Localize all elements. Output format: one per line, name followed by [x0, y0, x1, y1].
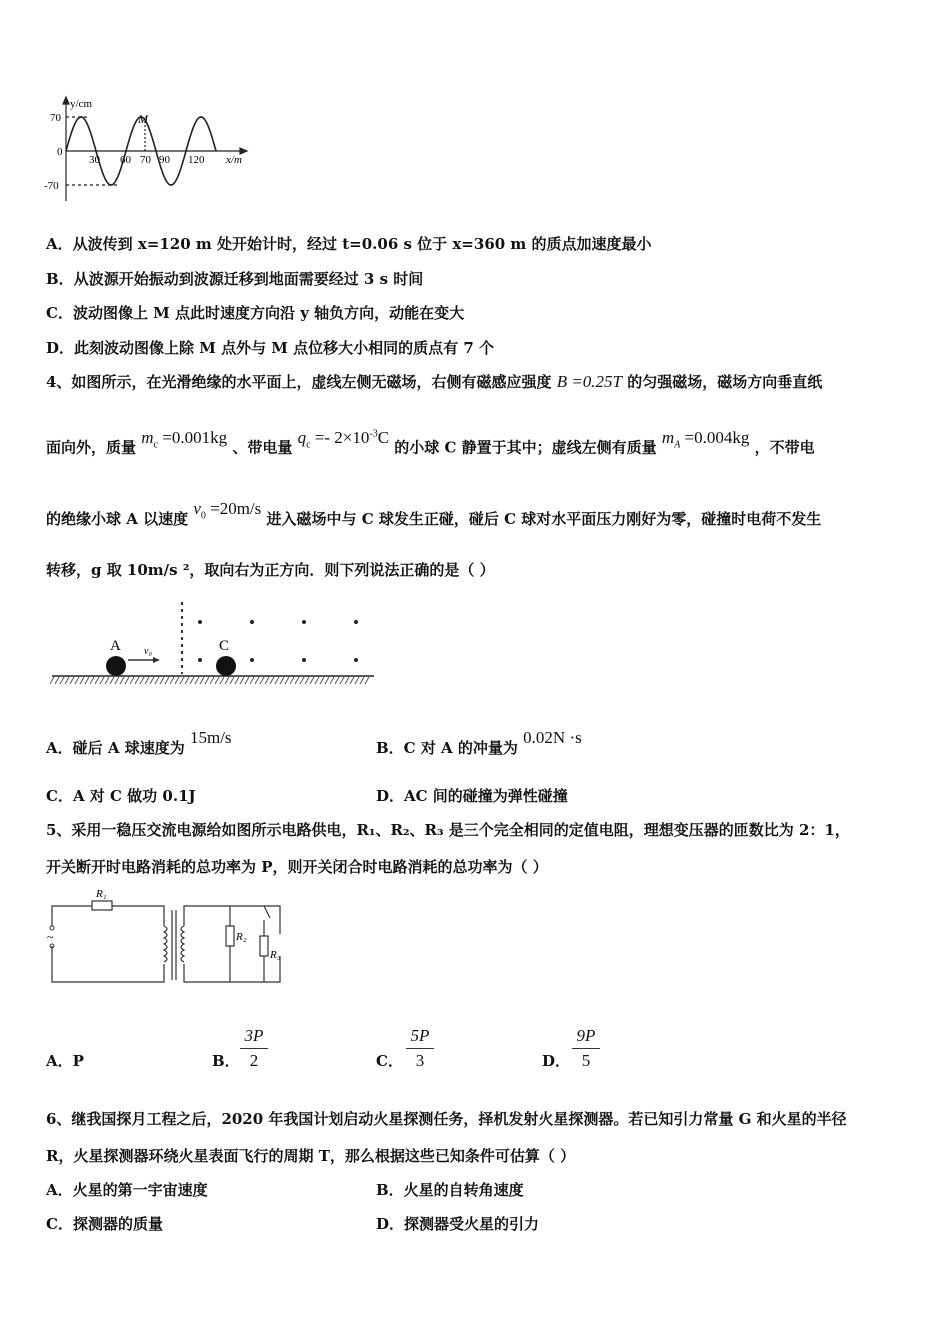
- hatch-mark: [155, 677, 159, 684]
- hatch-mark: [225, 677, 229, 684]
- q3-option-d: [46, 338, 494, 358]
- q4-text: 的小球 C 静置于其中；虚线左侧有质量: [394, 438, 657, 457]
- q4-text: 进入磁场中与 C 球发生正碰，碰后 C 球对水平面压力刚好为零，碰撞时电荷不发生: [266, 510, 822, 528]
- field-dot: [302, 658, 306, 662]
- hatch-mark: [150, 677, 154, 684]
- hatch-mark: [85, 677, 89, 684]
- hatch-mark: [265, 677, 269, 684]
- hatch-mark: [320, 677, 324, 684]
- hatch-mark: [115, 677, 119, 684]
- hatch-mark: [135, 677, 139, 684]
- label-v0: v₀: [144, 646, 152, 657]
- option-value: 15m/s: [189, 728, 232, 747]
- q4-text: 、带电量: [232, 438, 293, 457]
- numerator: 5P: [410, 1026, 430, 1045]
- field-dot: [250, 620, 254, 624]
- hatch-mark: [290, 677, 294, 684]
- field-dot: [198, 658, 202, 662]
- denominator: 3: [415, 1051, 425, 1070]
- q4-text: ，不带电: [754, 438, 815, 457]
- hatch-mark: [250, 677, 254, 684]
- resistor-r3: [260, 936, 268, 956]
- q4-option-a: [46, 728, 232, 758]
- q4-option-d: D．AC 间的碰撞为弹性碰撞: [376, 787, 568, 805]
- q4-line-1: [46, 372, 822, 392]
- hatch-mark: [120, 677, 124, 684]
- option-label: B．: [46, 270, 74, 288]
- q3-option-a: [46, 234, 652, 254]
- ground-hatching: [50, 677, 369, 684]
- q6-line-1: 6、继我国探月工程之后，2020 年我国计划启动火星探测任务，择机发射火星探测器。若已知引力常量 G 和火星的半径: [46, 1110, 847, 1128]
- val: =0.001kg: [162, 427, 228, 447]
- field-dot: [354, 658, 358, 662]
- var: q: [297, 427, 307, 447]
- hatch-mark: [205, 677, 209, 684]
- q5-line-2: 开关断开时电路消耗的总功率为 P，则开关闭合时电路消耗的总功率为（ ）: [46, 858, 548, 876]
- hatch-mark: [345, 677, 349, 684]
- q5-option-b-label: B．: [212, 1052, 240, 1070]
- q4-mass-a: [661, 427, 750, 451]
- y-axis-arrow-icon: [63, 97, 69, 104]
- hatch-mark: [180, 677, 184, 684]
- numerator: 9P: [576, 1026, 596, 1045]
- option-text: B．C 对 A 的冲量为: [376, 739, 518, 757]
- q4-option-b: [376, 728, 582, 758]
- hatch-mark: [145, 677, 149, 684]
- hatch-mark: [185, 677, 189, 684]
- sub: c: [153, 439, 158, 451]
- hatch-mark: [165, 677, 169, 684]
- hatch-mark: [295, 677, 299, 684]
- hatch-mark: [160, 677, 164, 684]
- x-tick-90: 90: [159, 154, 170, 166]
- q6-option-a: A．火星的第一宇宙速度: [46, 1181, 208, 1199]
- hatch-mark: [340, 677, 344, 684]
- hatch-mark: [175, 677, 179, 684]
- switch-lever: [264, 906, 270, 918]
- fraction-bar: [406, 1048, 434, 1049]
- label-c: C: [219, 638, 230, 654]
- hatch-mark: [325, 677, 329, 684]
- label-a: A: [110, 638, 121, 654]
- hatch-mark: [360, 677, 364, 684]
- hatch-mark: [235, 677, 239, 684]
- hatch-mark: [220, 677, 224, 684]
- arrowhead-icon: [153, 657, 160, 663]
- hatch-mark: [270, 677, 274, 684]
- hatch-mark: [240, 677, 244, 684]
- q4-option-c: C．A 对 C 做功 0.1J: [46, 787, 196, 805]
- hatch-mark: [130, 677, 134, 684]
- hatch-mark: [70, 677, 74, 684]
- q5-option-c-fraction: [400, 1026, 440, 1071]
- q6-option-b: B．火星的自转角速度: [376, 1181, 524, 1199]
- q6-option-d: D．探测器受火星的引力: [376, 1215, 540, 1233]
- option-text: 波动图像上 M 点此时速度方向沿 y 轴负方向，动能在变大: [72, 304, 465, 322]
- y-tick-0: 0: [57, 146, 63, 158]
- hatch-mark: [195, 677, 199, 684]
- label-r2: R₂: [236, 931, 247, 943]
- option-label: D．: [46, 339, 75, 357]
- hatch-mark: [170, 677, 174, 684]
- q6-option-c: C．探测器的质量: [46, 1215, 163, 1233]
- q4-mass-c: [141, 427, 228, 451]
- y-tick-neg70: -70: [44, 180, 59, 192]
- label-r1: R₁: [96, 888, 107, 900]
- field-dot: [354, 620, 358, 624]
- wave-graph: [38, 95, 258, 205]
- q5-circuit: [44, 884, 294, 990]
- hatch-mark: [255, 677, 259, 684]
- y-tick-70: 70: [50, 112, 61, 124]
- hatch-mark: [300, 677, 304, 684]
- q4-figure: [48, 598, 378, 690]
- sub: A: [674, 439, 681, 451]
- point-m-label: M: [138, 112, 148, 126]
- hatch-mark: [210, 677, 214, 684]
- hatch-mark: [60, 677, 64, 684]
- ac-source-symbol: ~: [47, 930, 54, 944]
- option-label: A．: [46, 235, 73, 253]
- val: =- 2×10: [314, 427, 370, 447]
- ball-c: [216, 656, 236, 676]
- hatch-mark: [125, 677, 129, 684]
- hatch-mark: [105, 677, 109, 684]
- hatch-mark: [315, 677, 319, 684]
- hatch-mark: [75, 677, 79, 684]
- sup: -3: [369, 428, 378, 439]
- hatch-mark: [260, 677, 264, 684]
- hatch-mark: [285, 677, 289, 684]
- numerator: 3P: [244, 1026, 264, 1045]
- q3-option-b: [46, 269, 423, 289]
- q5-option-a: A．P: [46, 1052, 84, 1070]
- var: v: [193, 499, 201, 518]
- val: =0.004kg: [684, 427, 750, 447]
- q5-line-1: 5、采用一稳压交流电源给如图所示电路供电，R₁、R₂、R₃ 是三个完全相同的定值电阻，理想变压器的匝数比为 2：1，: [46, 821, 850, 839]
- q4-charge-c: [297, 427, 390, 451]
- option-text: 此刻波动图像上除 M 点外与 M 点位移大小相同的质点有 7 个: [74, 339, 494, 357]
- hatch-mark: [335, 677, 339, 684]
- wire: [112, 906, 164, 926]
- ball-a: [106, 656, 126, 676]
- hatch-mark: [190, 677, 194, 684]
- hatch-mark: [95, 677, 99, 684]
- wire: [52, 946, 164, 982]
- resistor-r2: [226, 926, 234, 946]
- q4-line-3: [46, 499, 822, 536]
- val: =20m/s: [210, 499, 262, 518]
- hatch-mark: [230, 677, 234, 684]
- resistor-r1: [92, 901, 112, 910]
- var: m: [661, 427, 675, 447]
- fraction-bar: [572, 1048, 600, 1049]
- hatch-mark: [110, 677, 114, 684]
- var: m: [141, 427, 154, 447]
- hatch-mark: [200, 677, 204, 684]
- option-label: C．: [46, 304, 73, 322]
- hatch-mark: [305, 677, 309, 684]
- option-text: 从波源开始振动到波源迁移到地面需要经过 3 s 时间: [73, 270, 424, 288]
- q4-text: 面向外，质量: [46, 438, 137, 457]
- hatch-mark: [245, 677, 249, 684]
- wire: [52, 906, 92, 926]
- q4-text: 的绝缘小球 A 以速度: [46, 510, 189, 528]
- hatch-mark: [330, 677, 334, 684]
- field-dot: [250, 658, 254, 662]
- q4-line-2: [46, 427, 815, 465]
- y-axis-label: y/cm: [70, 98, 92, 110]
- x-axis-label: x/m: [226, 154, 242, 166]
- q6-line-2: R，火星探测器环绕火星表面飞行的周期 T，那么根据这些已知条件可估算（ ）: [46, 1147, 576, 1165]
- hatch-mark: [350, 677, 354, 684]
- hatch-mark: [80, 677, 84, 684]
- q4-field-b: B =0.25T: [556, 372, 622, 391]
- option-text: A．碰后 A 球速度为: [46, 739, 185, 757]
- hatch-mark: [140, 677, 144, 684]
- hatch-mark: [280, 677, 284, 684]
- hatch-mark: [90, 677, 94, 684]
- q4-velocity: [193, 499, 262, 522]
- q4-text: 转移，g 取 10m/s ²，取向右为正方向．则下列说法正确的是（ ）: [46, 561, 495, 579]
- x-tick-60: 60: [120, 154, 131, 166]
- q5-option-c-label: C．: [376, 1052, 403, 1070]
- hatch-mark: [100, 677, 104, 684]
- field-dot: [302, 620, 306, 624]
- fraction-bar: [240, 1048, 268, 1049]
- hatch-mark: [275, 677, 279, 684]
- q3-option-c: [46, 303, 464, 323]
- x-tick-120: 120: [188, 154, 205, 166]
- hatch-mark: [55, 677, 59, 684]
- q4-text: 的匀强磁场，磁场方向垂直纸: [627, 373, 823, 391]
- q5-option-d-label: D．: [542, 1052, 571, 1070]
- x-tick-30: 30: [89, 154, 100, 166]
- hatch-mark: [365, 677, 369, 684]
- q4-line-4: [46, 560, 495, 580]
- unit: C: [377, 427, 390, 447]
- hatch-mark: [65, 677, 69, 684]
- option-text: 从波传到 x=120 m 处开始计时，经过 t=0.06 s 位于 x=360 m 的质点加速度最小: [72, 235, 652, 253]
- wire: [184, 956, 280, 982]
- secondary-coil: [181, 926, 184, 962]
- hatch-mark: [355, 677, 359, 684]
- q5-option-d-fraction: [566, 1026, 606, 1071]
- denominator: 5: [581, 1051, 591, 1070]
- hatch-mark: [215, 677, 219, 684]
- hatch-mark: [310, 677, 314, 684]
- hatch-mark: [50, 677, 54, 684]
- field-dot: [198, 620, 202, 624]
- option-value: 0.02N ·s: [523, 728, 582, 747]
- q4-text: 4、如图所示，在光滑绝缘的水平面上，虚线左侧无磁场，右侧有磁感应强度: [46, 373, 552, 391]
- primary-coil: [164, 926, 167, 962]
- sub: c: [306, 439, 311, 451]
- label-r3: R₃: [270, 949, 281, 961]
- sub: 0: [200, 510, 206, 522]
- x-tick-70: 70: [140, 154, 151, 166]
- q5-option-b-fraction: [234, 1026, 274, 1071]
- denominator: 2: [249, 1051, 259, 1070]
